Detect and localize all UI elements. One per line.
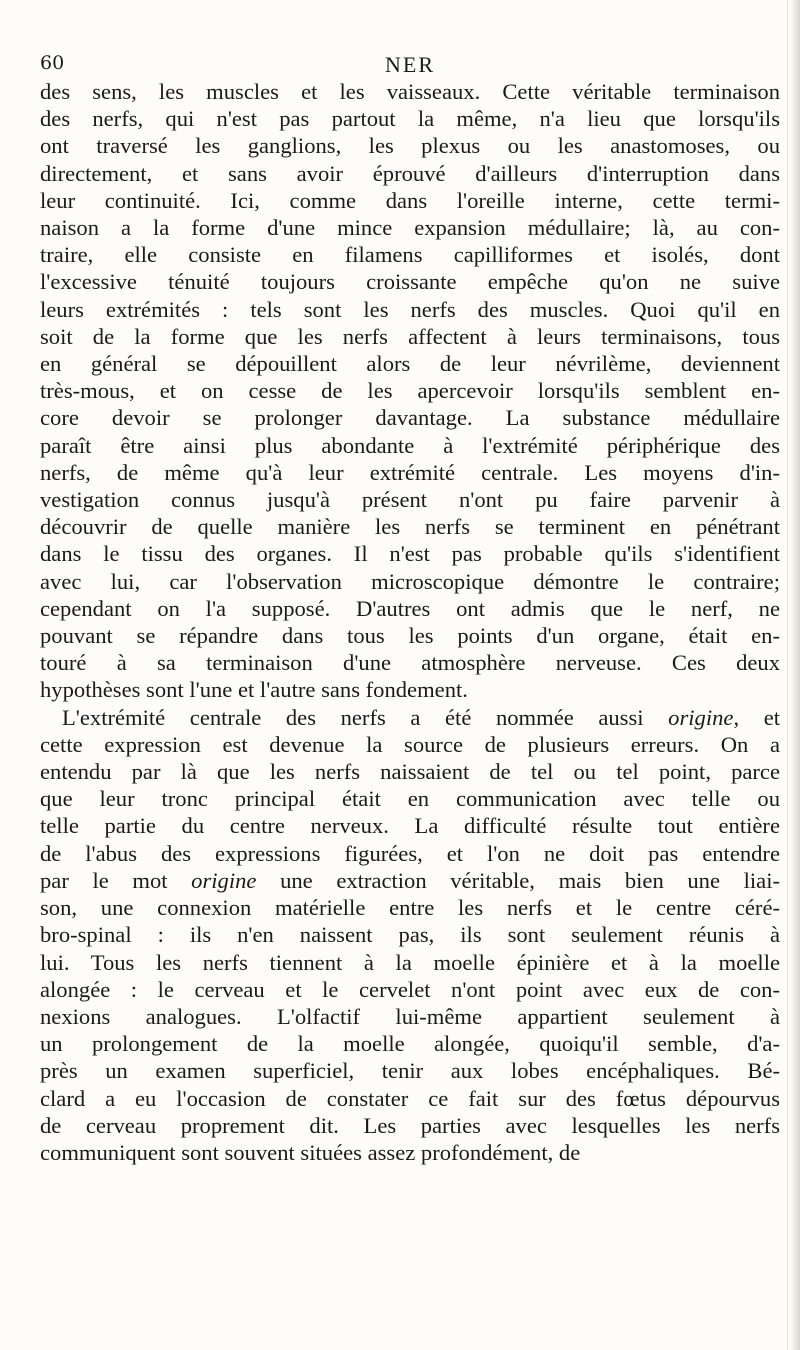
running-head: NER [385, 52, 435, 77]
text-line: L'extrémité centrale des nerfs a été nommée aussi origine, et [62, 704, 780, 730]
text-line: core devoir se prolonger davantage. La substance médullaire [40, 405, 780, 431]
text-line: entendu par là que les nerfs naissaient de tel ou tel point, parce [40, 759, 780, 785]
page-edge-shadow [790, 0, 800, 1350]
body-text [40, 78, 780, 1166]
text-line: cependant on l'a supposé. D'autres ont admis que le nerf, ne [40, 595, 780, 621]
text-line: nexions analogues. L'olfactif lui-même appartient seulement à [40, 1003, 780, 1029]
text-line: clard a eu l'occasion de constater ce fait sur des fœtus dépourvus [40, 1085, 780, 1111]
page-edge-line [787, 0, 788, 1350]
text-line: naison a la forme d'une mince expansion médullaire; là, au con- [40, 215, 780, 241]
text-line: leurs extrémités : tels sont les nerfs des muscles. Quoi qu'il en [40, 296, 780, 322]
text-line: lui. Tous les nerfs tiennent à la moelle épinière et à la moelle [40, 949, 780, 975]
text-line: leur continuité. Ici, comme dans l'oreille interne, cette termi- [40, 187, 780, 213]
text-line: découvrir de quelle manière les nerfs se terminent en pénétrant [40, 514, 780, 540]
text-line: très-mous, et on cesse de les apercevoir lorsqu'ils semblent en- [40, 378, 780, 404]
text-line: nerfs, de même qu'à leur extrémité centrale. Les moyens d'in- [40, 459, 780, 485]
text-line: par le mot origine une extraction véritable, mais bien une liai- [40, 867, 780, 893]
page-number: 60 [40, 52, 65, 74]
text-line: de cerveau proprement dit. Les parties avec lesquelles les nerfs [40, 1112, 780, 1138]
text-line: touré à sa terminaison d'une atmosphère nerveuse. Ces deux [40, 650, 780, 676]
text-line: telle partie du centre nerveux. La difficulté résulte tout entière [40, 813, 780, 839]
text-line: en général se dépouillent alors de leur névrilème, deviennent [40, 351, 780, 377]
text-line: avec lui, car l'observation microscopique démontre le contraire; [40, 568, 780, 594]
text-line: vestigation connus jusqu'à présent n'ont pu faire parvenir à [40, 487, 780, 513]
text-line: de l'abus des expressions figurées, et l'on ne doit pas entendre [40, 840, 780, 866]
text-line: traire, elle consiste en filamens capilliformes et isolés, dont [40, 242, 780, 268]
text-line: directement, et sans avoir éprouvé d'ailleurs d'interruption dans [40, 160, 780, 186]
text-line: alongée : le cerveau et le cervelet n'ont point avec eux de con- [40, 976, 780, 1002]
text-line: que leur tronc principal était en communication avec telle ou [40, 786, 780, 812]
text-line: cette expression est devenue la source de plusieurs erreurs. On a [40, 731, 780, 757]
text-line: pouvant se répandre dans tous les points d'un organe, était en- [40, 623, 780, 649]
text-line: hypothèses sont l'une et l'autre sans fondement. [40, 677, 468, 703]
text-line: ont traversé les ganglions, les plexus ou les anastomoses, ou [40, 133, 780, 159]
text-line: des sens, les muscles et les vaisseaux. Cette véritable terminaison [40, 79, 780, 104]
text-line: des nerfs, qui n'est pas partout la même, n'a lieu que lorsqu'ils [40, 106, 780, 132]
text-line: paraît être ainsi plus abondante à l'extrémité périphérique des [40, 432, 780, 458]
text-line: un prolongement de la moelle alongée, quoiqu'il semble, d'a- [40, 1031, 780, 1057]
text-line: près un examen superficiel, tenir aux lobes encéphaliques. Bé- [40, 1058, 780, 1084]
text-line: bro-spinal : ils n'en naissent pas, ils sont seulement réunis à [40, 922, 780, 948]
text-line: soit de la forme que les nerfs affectent à leurs terminaisons, tous [40, 323, 780, 349]
text-line: son, une connexion matérielle entre les nerfs et le centre céré- [40, 895, 780, 921]
text-line: l'excessive ténuité toujours croissante empêche qu'on ne suive [40, 269, 780, 295]
text-line: dans le tissu des organes. Il n'est pas probable qu'ils s'identifient [40, 541, 780, 567]
text-line: communiquent sont souvent situées assez profondément, de [40, 1139, 581, 1165]
